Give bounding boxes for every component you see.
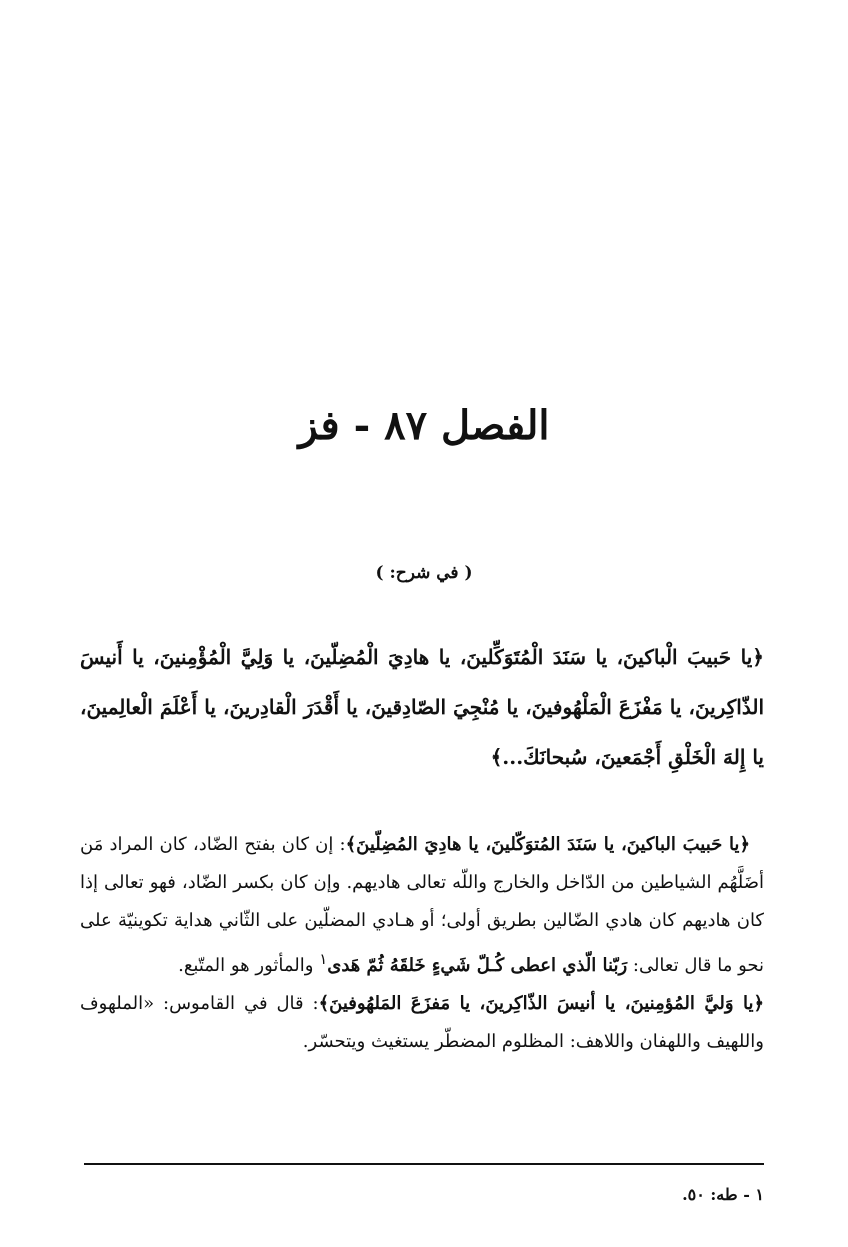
footnote: ١ - طه: ٥٠. bbox=[682, 1185, 764, 1204]
quoted-invocation-2: ﴿يا وَليَّ المُؤمِنينَ، يا أنيسَ الذّاكِرينَ، يا مَفزَعَ المَلهُوفينَ﴾ bbox=[318, 993, 765, 1014]
commentary-paragraph-2 bbox=[80, 985, 764, 1061]
chapter-title: الفصل ٨٧ - فز bbox=[298, 402, 550, 449]
quran-quote: رَبّنا الّذي اعطى كُـلّ شَيءٍ خَلقَهُ ثُمّ هَدى bbox=[327, 955, 628, 976]
commentary bbox=[80, 826, 764, 1061]
prayer-text: ﴿يا حَبيبَ الْباكينَ، يا سَنَدَ الْمُتَوَكِّلينَ، يا هادِيَ الْمُضِلّينَ، يا وَلِيَّ الْمُؤْمِنينَ، يا أَنيسَ الذّاكِرينَ، يا مَفْزَعَ الْمَلْهُوفينَ، يا مُنْجِيَ الصّادِقينَ، يا أَقْدَرَ الْقادِرينَ، يا أَعْلَمَ الْعالِمينَ، يا إِلهَ الْخَلْقِ أَجْمَعينَ، سُبحانَكَ...﴾ bbox=[80, 645, 764, 769]
paragraph-1-body: : إن كان بفتح الضّاد، كان المراد مَن أضَلَّهُم الشياطين من الدّاخل والخارج واللّه تعالى هاديهم. وإن كان بكسر الضّاد، فهو تعالى إذا كان هاديهم كان هادي الضّالين بطريق أولى؛ أو هـادي المضلّين على الثّاني هداية تكوينيّة على نحو ما قال تعالى: bbox=[80, 834, 764, 976]
quoted-invocation-1: ﴿يا حَبيبَ الباكينَ، يا سَنَدَ المُتوَكّلينَ، يا هادِيَ المُضِلّينَ﴾ bbox=[345, 834, 750, 855]
section-subtitle: ( في شرح: ) bbox=[375, 563, 473, 583]
commentary-paragraph-1 bbox=[80, 826, 764, 985]
footnote-divider bbox=[84, 1163, 764, 1165]
paragraph-2-body: : قال في القاموس: «الملهوف واللهيف واللهفان واللاهف: المظلوم المضطّر يستغيث ويتحسّر. bbox=[80, 993, 764, 1052]
paragraph-1-tail: والمأثور هو المتّبع. bbox=[178, 955, 320, 976]
footnote-ref: ١ bbox=[319, 950, 328, 968]
